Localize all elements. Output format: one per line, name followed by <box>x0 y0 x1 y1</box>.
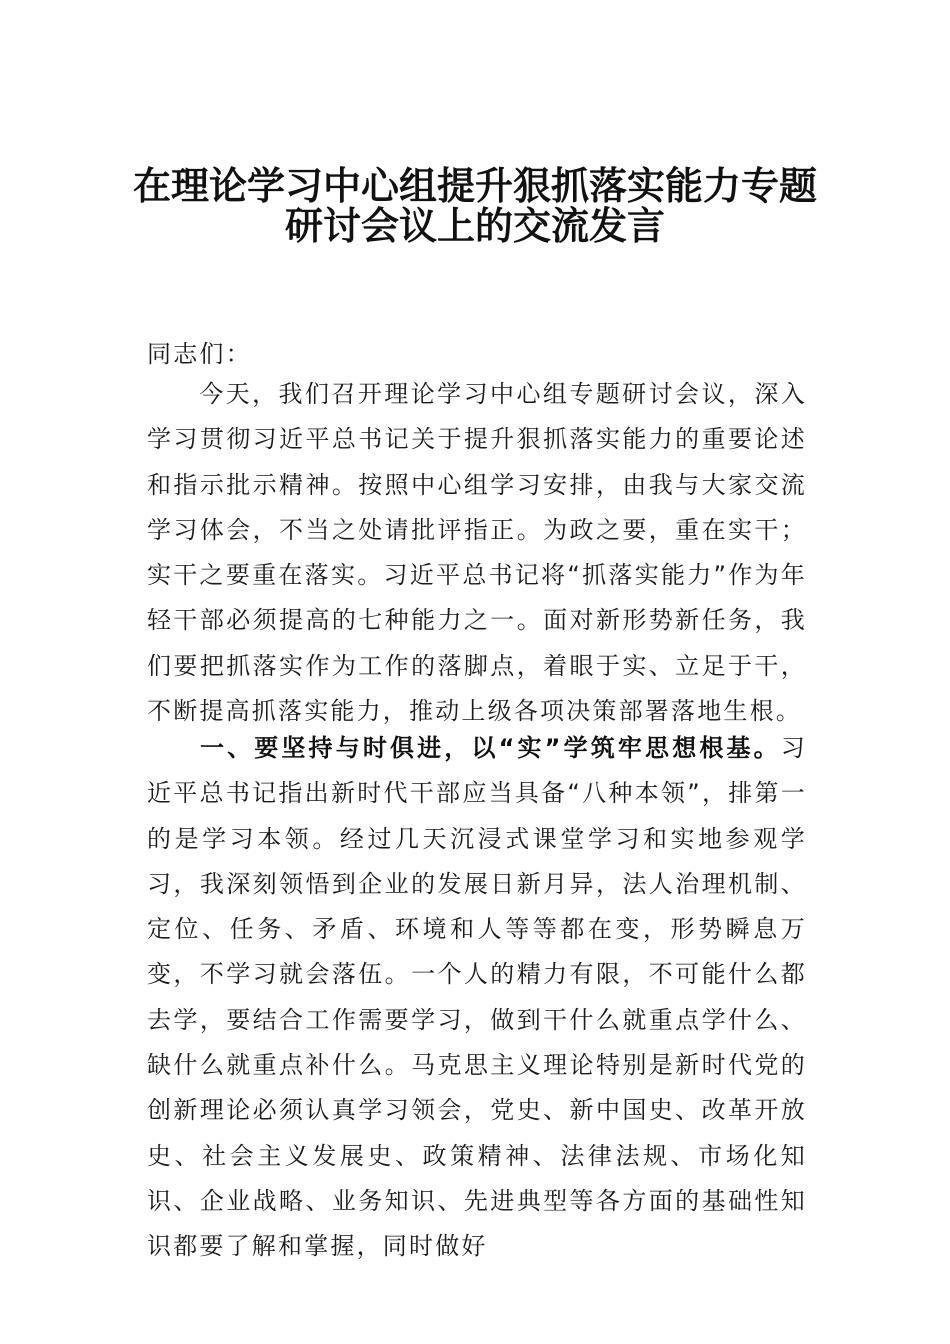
paragraph-intro-text: 今天，我们召开理论学习中心组专题研讨会议，深入学习贯彻习近平总书记关于提升狠抓落实能力的重要论述和指示批示精神。按照中心组学习安排，由我与大家交流学习体会，不当之处请批评指正。为政之要，重在实干；实干之要重在落实。习近平总书记将“抓落实能力”作为年轻干部必须提高的七种能力之一。面对新形势新任务，我们要把抓落实作为工作的落脚点，着眼于实、立足于干，不断提高抓落实能力，推动上级各项决策部署落地生根。 <box>147 380 807 726</box>
salutation: 同志们： <box>147 340 252 368</box>
paragraph-intro <box>147 372 807 734</box>
document-title-line-1: 在理论学习中心组提升狠抓落实能力专题 <box>132 163 817 208</box>
paragraph-section-1 <box>147 726 807 1270</box>
document-title-line-2: 研讨会议上的交流发言 <box>284 203 665 248</box>
section-1-heading: 一、要坚持与时俱进，以“实”学筑牢思想根基。 <box>199 734 781 762</box>
section-1-text: 习近平总书记指出新时代干部应当具备“八种本领”，排第一的是学习本领。经过几天沉浸式课堂学习和实地参观学习，我深刻领悟到企业的发展日新月异，法人治理机制、定位、任务、矛盾、环境和人等等都在变，形势瞬息万变，不学习就会落伍。一个人的精力有限，不可能什么都去学，要结合工作需要学习，做到干什么就重点学什么、缺什么就重点补什么。马克思主义理论特别是新时代党的创新理论必须认真学习领会，党史、新中国史、改革开放史、社会主义发展史、政策精神、法律法规、市场化知识、企业战略、业务知识、先进典型等各方面的基础性知识都要了解和掌握，同时做好 <box>147 734 807 1261</box>
